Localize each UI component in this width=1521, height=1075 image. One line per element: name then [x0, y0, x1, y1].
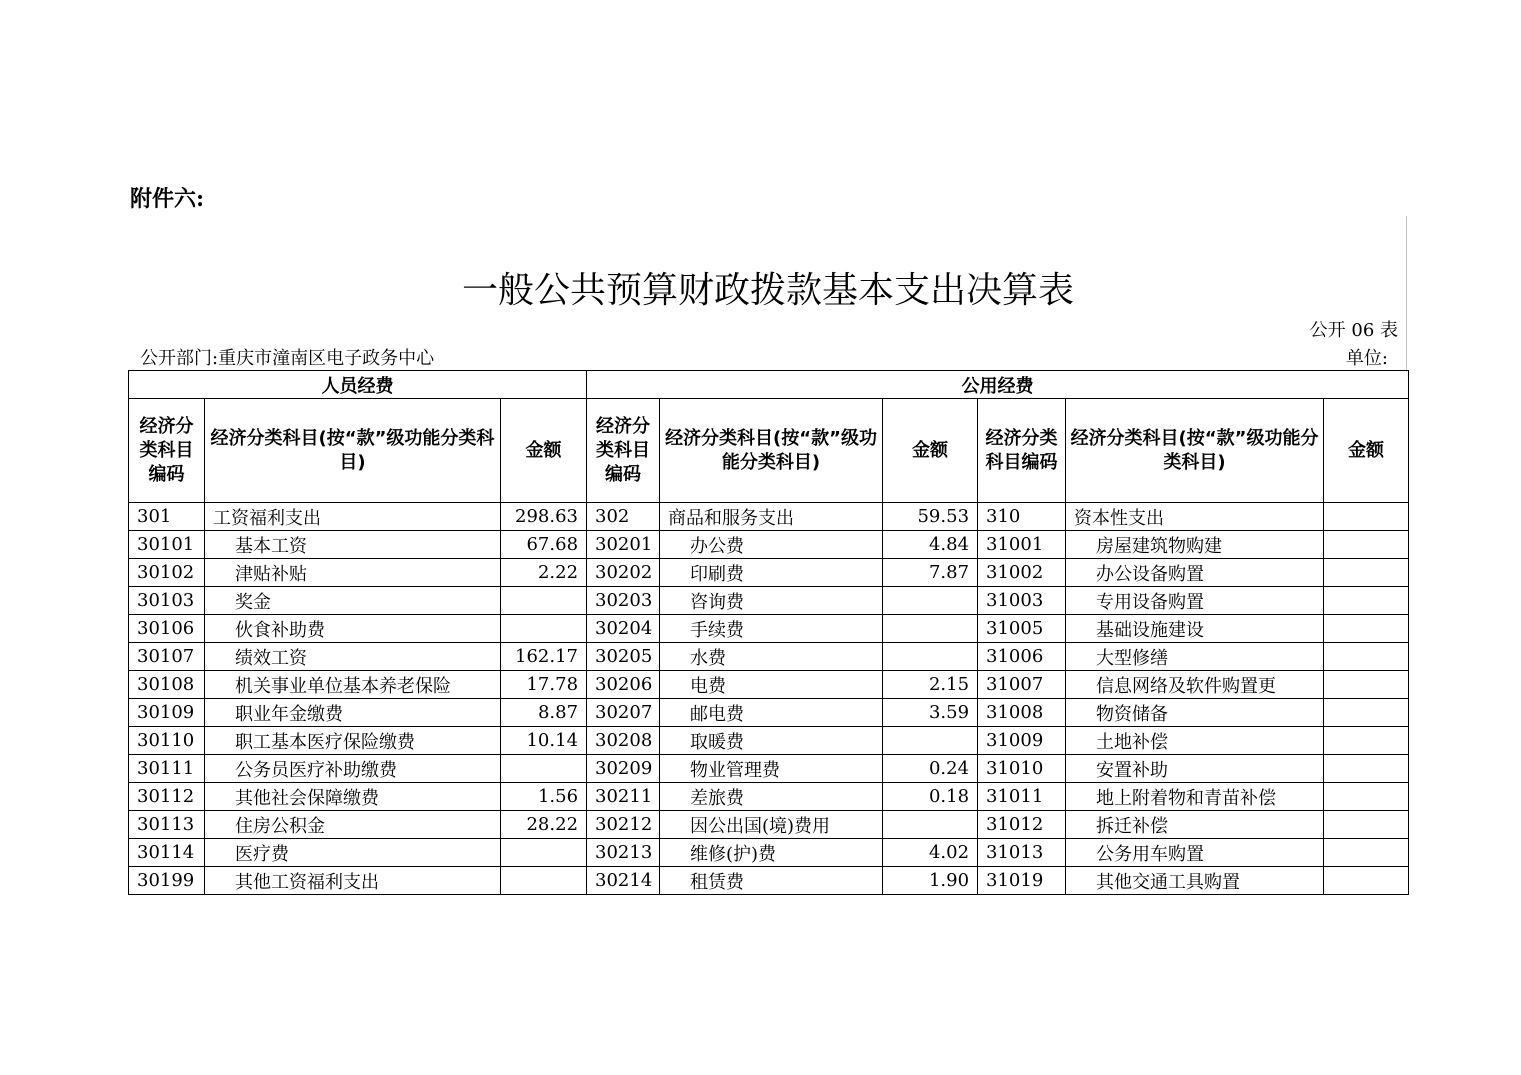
public-amount-cell: [883, 587, 978, 615]
capital-code-cell: 31011: [978, 783, 1066, 811]
capital-amount-cell: [1324, 699, 1409, 727]
public-amount-cell: 59.53: [883, 503, 978, 531]
header-capital-amount: 金额: [1324, 399, 1409, 503]
public-amount-cell: [883, 643, 978, 671]
page-title: 一般公共预算财政拨款基本支出决算表: [461, 270, 1074, 311]
capital-code-cell: 310: [978, 503, 1066, 531]
capital-code-cell: 31013: [978, 839, 1066, 867]
public-code-cell: 30214: [587, 867, 660, 895]
capital-code-cell: 31003: [978, 587, 1066, 615]
capital-name-cell: 物资储备: [1066, 699, 1324, 727]
public-code-cell: 302: [587, 503, 660, 531]
personnel-code-cell: 30103: [129, 587, 205, 615]
capital-amount-cell: [1324, 755, 1409, 783]
personnel-code-cell: 301: [129, 503, 205, 531]
personnel-amount-cell: 1.56: [501, 783, 587, 811]
public-code-cell: 30207: [587, 699, 660, 727]
public-amount-cell: [883, 811, 978, 839]
personnel-amount-cell: [501, 755, 587, 783]
header-personnel-code: 经济分类科目编码: [129, 399, 205, 503]
public-code-cell: 30202: [587, 559, 660, 587]
capital-amount-cell: [1324, 671, 1409, 699]
public-amount-cell: [883, 727, 978, 755]
capital-name-cell: 专用设备购置: [1066, 587, 1324, 615]
table-row: [129, 503, 1409, 531]
personnel-code-cell: 30113: [129, 811, 205, 839]
personnel-amount-cell: [501, 587, 587, 615]
table-row: [129, 587, 1409, 615]
header-public-amount: 金额: [883, 399, 978, 503]
header-capital-code: 经济分类科目编码: [978, 399, 1066, 503]
capital-name-cell: 公务用车购置: [1066, 839, 1324, 867]
personnel-amount-cell: 10.14: [501, 727, 587, 755]
personnel-code-cell: 30101: [129, 531, 205, 559]
capital-amount-cell: [1324, 643, 1409, 671]
capital-code-cell: 31012: [978, 811, 1066, 839]
public-code-cell: 30203: [587, 587, 660, 615]
personnel-amount-cell: [501, 615, 587, 643]
public-amount-cell: 4.02: [883, 839, 978, 867]
table-row: [129, 643, 1409, 671]
public-code-cell: 30205: [587, 643, 660, 671]
public-code-cell: 30208: [587, 727, 660, 755]
table-row: [129, 783, 1409, 811]
header-public-code: 经济分类科目编码: [587, 399, 660, 503]
table-row: [129, 727, 1409, 755]
table-row: [129, 615, 1409, 643]
personnel-name-cell: 伙食补助费: [205, 615, 501, 643]
capital-amount-cell: [1324, 867, 1409, 895]
personnel-amount-cell: [501, 867, 587, 895]
capital-amount-cell: [1324, 559, 1409, 587]
table-row: [129, 811, 1409, 839]
table-row: [129, 755, 1409, 783]
group-header-personnel: 人员经费: [129, 371, 587, 399]
capital-amount-cell: [1324, 839, 1409, 867]
public-name-cell: 电费: [660, 671, 883, 699]
public-name-cell: 物业管理费: [660, 755, 883, 783]
capital-code-cell: 31010: [978, 755, 1066, 783]
capital-name-cell: 资本性支出: [1066, 503, 1324, 531]
capital-name-cell: 大型修缮: [1066, 643, 1324, 671]
public-name-cell: 手续费: [660, 615, 883, 643]
capital-name-cell: 基础设施建设: [1066, 615, 1324, 643]
public-code-cell: 30211: [587, 783, 660, 811]
personnel-name-cell: 基本工资: [205, 531, 501, 559]
department-label: 公开部门:重庆市潼南区电子政务中心: [140, 348, 435, 369]
personnel-code-cell: 30114: [129, 839, 205, 867]
public-code-cell: 30209: [587, 755, 660, 783]
capital-name-cell: 办公设备购置: [1066, 559, 1324, 587]
capital-code-cell: 31006: [978, 643, 1066, 671]
table-row: [129, 839, 1409, 867]
public-amount-cell: 4.84: [883, 531, 978, 559]
personnel-name-cell: 其他工资福利支出: [205, 867, 501, 895]
public-amount-cell: 3.59: [883, 699, 978, 727]
expenditure-table: [128, 370, 1409, 895]
capital-code-cell: 31008: [978, 699, 1066, 727]
personnel-name-cell: 其他社会保障缴费: [205, 783, 501, 811]
personnel-amount-cell: 2.22: [501, 559, 587, 587]
personnel-name-cell: 职业年金缴费: [205, 699, 501, 727]
unit-label: 单位:: [1345, 348, 1388, 369]
public-code-cell: 30213: [587, 839, 660, 867]
header-capital-name: 经济分类科目(按“款”级功能分类科目): [1066, 399, 1324, 503]
header-personnel-name: 经济分类科目(按“款”级功能分类科目): [205, 399, 501, 503]
capital-name-cell: 其他交通工具购置: [1066, 867, 1324, 895]
capital-amount-cell: [1324, 615, 1409, 643]
personnel-amount-cell: 17.78: [501, 671, 587, 699]
personnel-name-cell: 住房公积金: [205, 811, 501, 839]
capital-code-cell: 31005: [978, 615, 1066, 643]
header-public-name: 经济分类科目(按“款”级功能分类科目): [660, 399, 883, 503]
personnel-code-cell: 30109: [129, 699, 205, 727]
capital-name-cell: 土地补偿: [1066, 727, 1324, 755]
public-name-cell: 取暖费: [660, 727, 883, 755]
public-code-cell: 30201: [587, 531, 660, 559]
personnel-name-cell: 职工基本医疗保险缴费: [205, 727, 501, 755]
table-row: [129, 699, 1409, 727]
header-personnel-amount: 金额: [501, 399, 587, 503]
capital-amount-cell: [1324, 783, 1409, 811]
public-name-cell: 差旅费: [660, 783, 883, 811]
personnel-name-cell: 医疗费: [205, 839, 501, 867]
table-row: [129, 559, 1409, 587]
personnel-code-cell: 30199: [129, 867, 205, 895]
table-row: [129, 867, 1409, 895]
table-number: 公开 06 表: [1309, 320, 1398, 341]
table-row: [129, 671, 1409, 699]
public-name-cell: 办公费: [660, 531, 883, 559]
capital-amount-cell: [1324, 587, 1409, 615]
personnel-code-cell: 30108: [129, 671, 205, 699]
public-amount-cell: 0.24: [883, 755, 978, 783]
public-name-cell: 因公出国(境)费用: [660, 811, 883, 839]
public-amount-cell: [883, 615, 978, 643]
personnel-name-cell: 绩效工资: [205, 643, 501, 671]
public-name-cell: 咨询费: [660, 587, 883, 615]
capital-code-cell: 31009: [978, 727, 1066, 755]
personnel-amount-cell: 298.63: [501, 503, 587, 531]
capital-name-cell: 地上附着物和青苗补偿: [1066, 783, 1324, 811]
capital-name-cell: 安置补助: [1066, 755, 1324, 783]
personnel-code-cell: 30110: [129, 727, 205, 755]
personnel-code-cell: 30112: [129, 783, 205, 811]
capital-name-cell: 信息网络及软件购置更: [1066, 671, 1324, 699]
capital-code-cell: 31001: [978, 531, 1066, 559]
capital-code-cell: 31002: [978, 559, 1066, 587]
personnel-code-cell: 30111: [129, 755, 205, 783]
personnel-name-cell: 津贴补贴: [205, 559, 501, 587]
group-header-public: 公用经费: [587, 371, 1409, 399]
personnel-amount-cell: 28.22: [501, 811, 587, 839]
capital-amount-cell: [1324, 811, 1409, 839]
table-row: [129, 531, 1409, 559]
public-code-cell: 30212: [587, 811, 660, 839]
public-amount-cell: 2.15: [883, 671, 978, 699]
personnel-amount-cell: [501, 839, 587, 867]
public-name-cell: 租赁费: [660, 867, 883, 895]
capital-amount-cell: [1324, 503, 1409, 531]
personnel-code-cell: 30107: [129, 643, 205, 671]
public-amount-cell: 0.18: [883, 783, 978, 811]
public-name-cell: 维修(护)费: [660, 839, 883, 867]
attachment-label: 附件六:: [130, 186, 205, 212]
public-code-cell: 30204: [587, 615, 660, 643]
public-amount-cell: 1.90: [883, 867, 978, 895]
personnel-name-cell: 奖金: [205, 587, 501, 615]
public-name-cell: 商品和服务支出: [660, 503, 883, 531]
capital-name-cell: 房屋建筑物购建: [1066, 531, 1324, 559]
personnel-name-cell: 工资福利支出: [205, 503, 501, 531]
personnel-amount-cell: 8.87: [501, 699, 587, 727]
personnel-name-cell: 机关事业单位基本养老保险: [205, 671, 501, 699]
capital-code-cell: 31007: [978, 671, 1066, 699]
public-name-cell: 水费: [660, 643, 883, 671]
personnel-name-cell: 公务员医疗补助缴费: [205, 755, 501, 783]
capital-amount-cell: [1324, 531, 1409, 559]
personnel-code-cell: 30102: [129, 559, 205, 587]
capital-name-cell: 拆迁补偿: [1066, 811, 1324, 839]
capital-code-cell: 31019: [978, 867, 1066, 895]
personnel-amount-cell: 67.68: [501, 531, 587, 559]
capital-amount-cell: [1324, 727, 1409, 755]
personnel-code-cell: 30106: [129, 615, 205, 643]
public-amount-cell: 7.87: [883, 559, 978, 587]
public-name-cell: 印刷费: [660, 559, 883, 587]
public-code-cell: 30206: [587, 671, 660, 699]
personnel-amount-cell: 162.17: [501, 643, 587, 671]
public-name-cell: 邮电费: [660, 699, 883, 727]
